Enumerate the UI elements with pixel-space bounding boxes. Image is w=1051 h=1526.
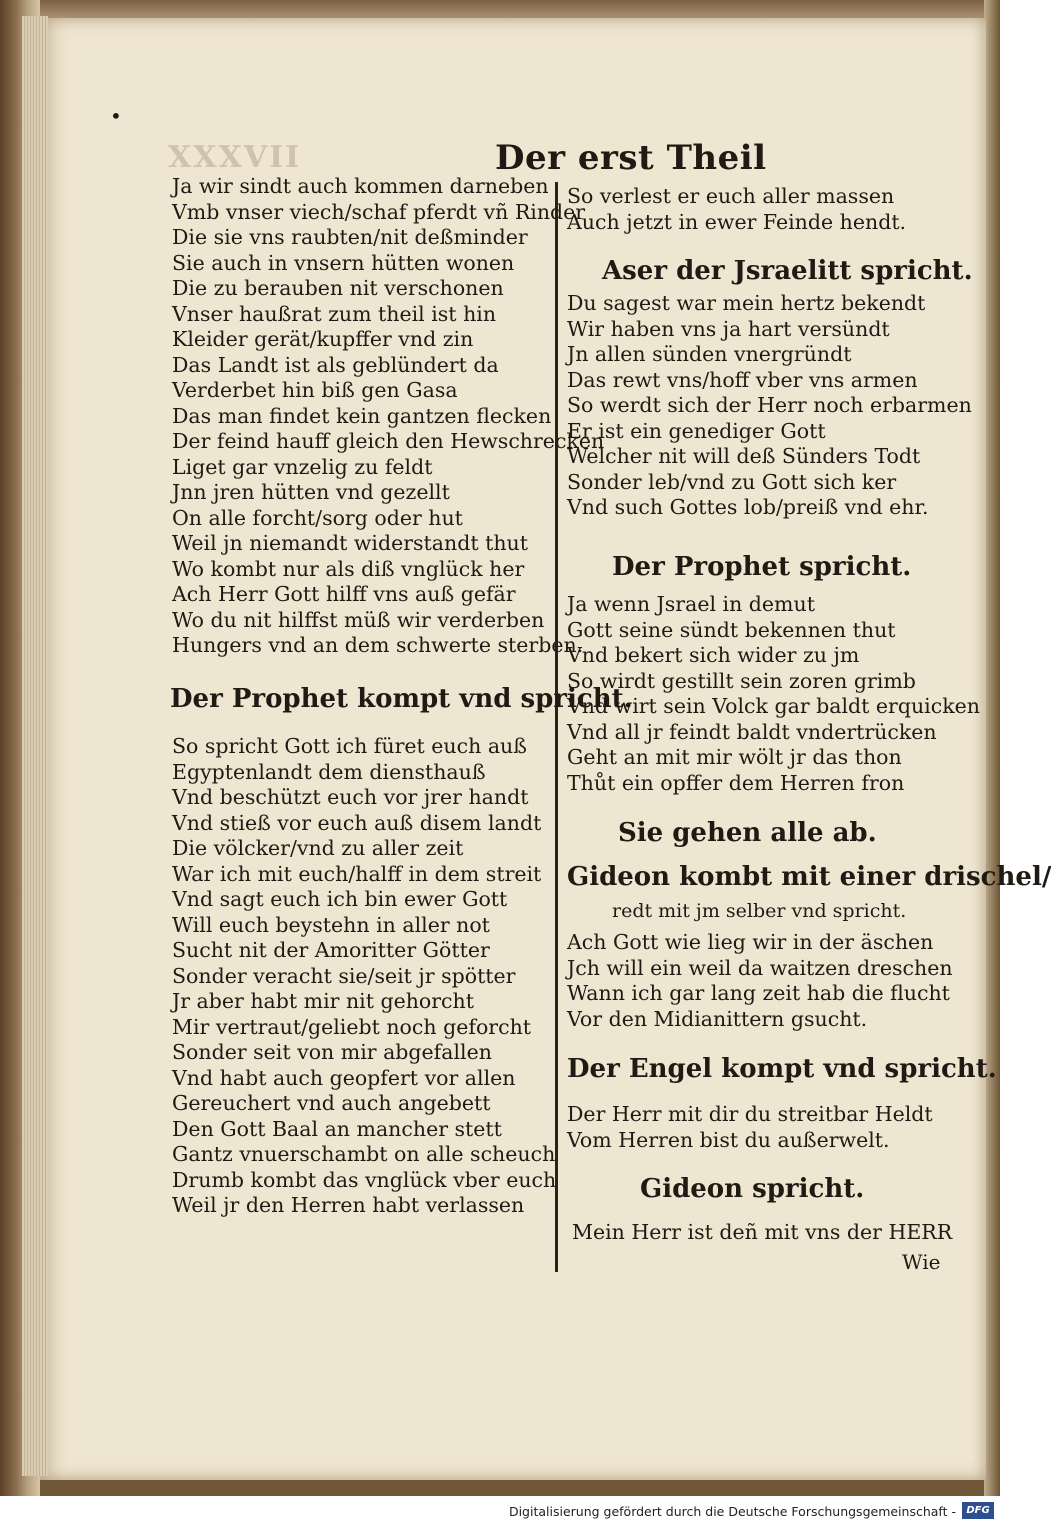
right-heading-4b: redt mit jm selber vnd spricht.: [612, 900, 907, 922]
right-column-1: [567, 184, 906, 235]
right-column-5: [567, 1102, 933, 1153]
right-column-6: [572, 1220, 952, 1246]
verse-line: Welcher nit will deß Sünders Todt: [567, 444, 921, 468]
page-stack-edge: [22, 16, 48, 1476]
verse-line: Vom Herren bist du außerwelt.: [567, 1127, 890, 1152]
verse-line: Die sie vns raubten/nit deßminder: [172, 225, 528, 249]
verse-line: Sie auch in vnsern hütten wonen: [172, 250, 515, 275]
verse-line: Gantz vnuerschambt on alle scheuch: [172, 1142, 556, 1166]
verse-line: Die zu berauben nit verschonen: [172, 276, 504, 300]
verse-line: Vnd beschützt euch vor jrer handt: [172, 785, 529, 809]
right-column-2: [567, 291, 972, 521]
verse-line: Ach Herr Gott hilff vns auß gefär: [172, 582, 516, 606]
verse-line: Die völcker/vnd zu aller zeit: [172, 836, 464, 860]
verse-line: Weil jr den Herren habt verlassen: [172, 1193, 525, 1217]
verse-line: So spricht Gott ich füret euch auß: [172, 734, 527, 758]
left-column: [172, 174, 604, 659]
left-column-2: [172, 734, 556, 1219]
verse-line: Mein Herr ist deñ mit vns der HERR: [572, 1220, 953, 1244]
verse-line: Thůt ein opffer dem Herren fron: [567, 770, 905, 795]
verse-line: Er ist ein genediger Gott: [567, 418, 826, 443]
ink-mark: •: [110, 104, 122, 128]
verse-line: Wir haben vns ja hart versündt: [567, 316, 890, 341]
verse-line: Du sagest war mein hertz bekendt: [567, 291, 926, 315]
footer-credit: Digitalisierung gefördert durch die Deutsche Forschungsgemeinschaft -: [508, 1504, 956, 1519]
verse-line: Wo kombt nur als diß vnglück her: [172, 556, 525, 581]
verse-line: Das rewt vns/hoff vber vns armen: [567, 367, 918, 392]
left-heading: Der Prophet kompt vnd spricht.: [170, 684, 633, 714]
verse-line: Der feind hauff gleich den Hewschrecken: [172, 429, 605, 453]
verse-line: Kleider gerät/kupffer vnd zin: [172, 327, 474, 351]
verse-line: Vnd stieß vor euch auß disem landt: [172, 810, 542, 835]
verse-line: Das Landt ist als geblündert da: [172, 352, 499, 377]
book-right-edge: [984, 0, 1000, 1496]
verse-line: Egyptenlandt dem diensthauß: [172, 759, 486, 784]
right-heading-6: Gideon spricht.: [640, 1174, 865, 1204]
verse-line: Jch will ein weil da waitzen dreschen: [567, 955, 953, 980]
right-heading-4a: Gideon kombt mit einer drischel/: [567, 862, 1051, 892]
verse-line: Mir vertraut/geliebt noch geforcht: [172, 1014, 532, 1039]
catchword: Wie: [902, 1250, 941, 1274]
verse-line: Vor den Midianittern gsucht.: [567, 1006, 868, 1031]
verse-line: Vnd such Gottes lob/preiß vnd ehr.: [567, 495, 929, 519]
verse-line: Weil jn niemandt widerstandt thut: [172, 531, 528, 555]
verse-line: Auch jetzt in ewer Feinde hendt.: [567, 209, 907, 234]
verse-line: Sucht nit der Amoritter Götter: [172, 938, 490, 962]
verse-line: So wirdt gestillt sein zoren grimb: [567, 668, 916, 693]
dfg-logo: DFG: [962, 1502, 994, 1519]
verse-line: Vnd habt auch geopfert vor allen: [172, 1065, 516, 1090]
verse-line: Vnser haußrat zum theil ist hin: [172, 301, 497, 326]
verse-line: Vnd all jr feindt baldt vndertrücken: [567, 719, 937, 744]
bleed-through-ghost: XXXVII: [168, 140, 302, 175]
right-heading-5: Der Engel kompt vnd spricht.: [567, 1054, 997, 1084]
verse-line: Ach Gott wie lieg wir in der äschen: [567, 930, 934, 954]
verse-line: Das man findet kein gantzen flecken: [172, 403, 552, 428]
verse-line: Jn allen sünden vnergründt: [567, 342, 852, 366]
page-header: Der erst Theil: [495, 138, 767, 178]
right-column-4: [567, 930, 953, 1032]
right-heading-1: Aser der Jsraelitt spricht.: [602, 256, 973, 286]
verse-line: Verderbet hin biß gen Gasa: [172, 378, 458, 402]
verse-line: Sonder veracht sie/seit jr spötter: [172, 963, 516, 988]
verse-line: Vnd sagt euch ich bin ewer Gott: [172, 887, 508, 911]
verse-line: Sonder seit von mir abgefallen: [172, 1040, 492, 1064]
verse-line: Hungers vnd an dem schwerte sterben.: [172, 633, 584, 657]
verse-line: So verlest er euch aller massen: [567, 184, 895, 208]
verse-line: Gott seine sündt bekennen thut: [567, 617, 896, 642]
right-column-3: [567, 592, 980, 796]
verse-line: Jr aber habt mir nit gehorcht: [172, 989, 474, 1013]
verse-line: Sonder leb/vnd zu Gott sich ker: [567, 469, 897, 494]
verse-line: Liget gar vnzelig zu feldt: [172, 454, 433, 479]
verse-line: Vmb vnser viech/schaf pferdt vñ Rinder: [172, 199, 586, 224]
verse-line: Wo du nit hilffst müß wir verderben: [172, 607, 545, 632]
verse-line: War ich mit euch/halff in dem streit: [172, 861, 542, 886]
verse-line: On alle forcht/sorg oder hut: [172, 505, 463, 530]
verse-line: Jnn jren hütten vnd gezellt: [172, 480, 450, 504]
verse-line: Vnd wirt sein Volck gar baldt erquicken: [567, 694, 980, 718]
verse-line: Will euch beystehn in aller not: [172, 912, 490, 937]
verse-line: Geht an mit mir wölt jr das thon: [567, 745, 902, 769]
verse-line: Ja wir sindt auch kommen darneben: [172, 174, 549, 198]
verse-line: Gereuchert vnd auch angebett: [172, 1091, 491, 1115]
right-heading-3: Sie gehen alle ab.: [618, 818, 877, 848]
verse-line: So werdt sich der Herr noch erbarmen: [567, 393, 972, 417]
verse-line: Vnd bekert sich wider zu jm: [567, 643, 860, 667]
verse-line: Den Gott Baal an mancher stett: [172, 1116, 502, 1141]
verse-line: Ja wenn Jsrael in demut: [567, 592, 815, 616]
verse-line: Drumb kombt das vnglück vber euch: [172, 1167, 557, 1192]
verse-line: Der Herr mit dir du streitbar Heldt: [567, 1102, 933, 1126]
right-heading-2: Der Prophet spricht.: [612, 552, 912, 582]
verse-line: Wann ich gar lang zeit hab die flucht: [567, 981, 950, 1005]
